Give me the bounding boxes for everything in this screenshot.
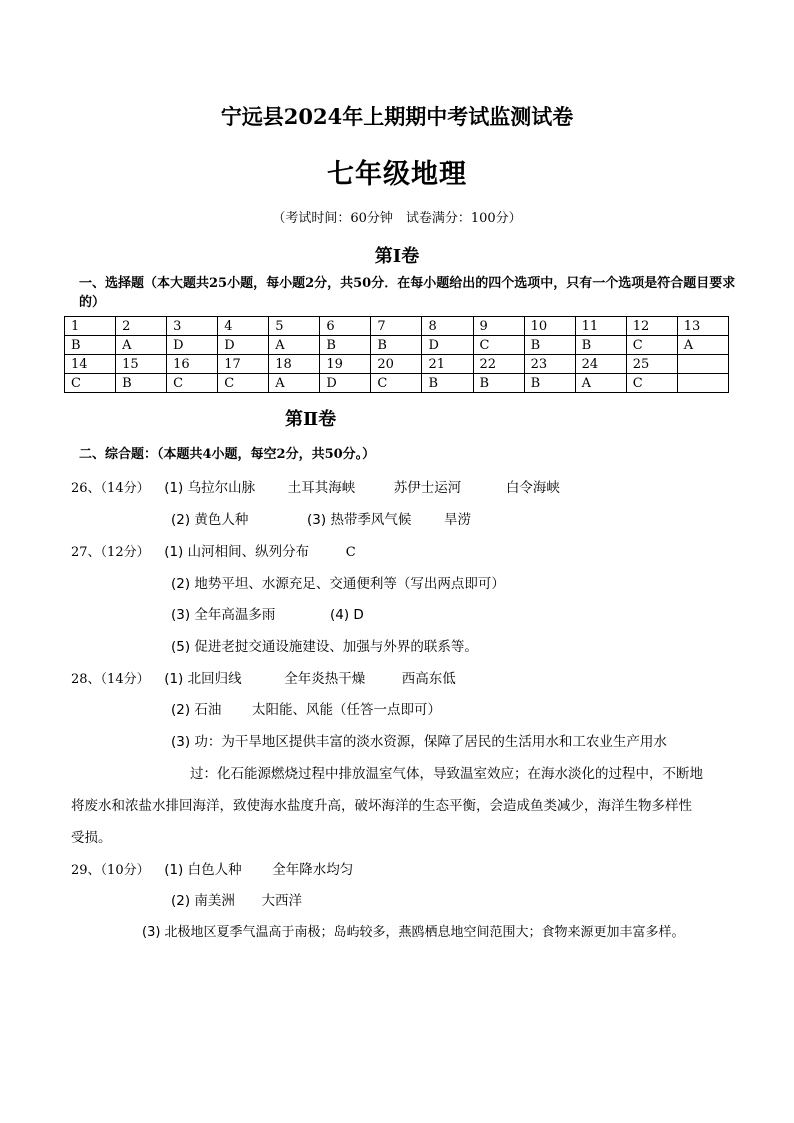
q27-part3-label: (3) xyxy=(171,607,191,623)
answer-cell: A xyxy=(677,336,728,355)
answer-cell: B xyxy=(320,336,371,355)
answer-cell: A xyxy=(269,374,320,393)
exam-title: 宁远县2024年上期期中考试监测试卷 xyxy=(220,104,574,129)
answer-cell: D xyxy=(320,374,371,393)
answer-cell: C xyxy=(167,374,218,393)
question-number-cell: 10 xyxy=(524,317,575,336)
q28-answer: 太阳能、风能（任答一点即可） xyxy=(252,702,442,718)
question-number-cell: 16 xyxy=(167,355,218,374)
question-number-cell: 11 xyxy=(575,317,626,336)
q29-answer: 大西洋 xyxy=(261,893,303,909)
question-number-cell: 24 xyxy=(575,355,626,374)
question-number-cell: 18 xyxy=(269,355,320,374)
q28-line6: 受损。 xyxy=(71,830,112,846)
q26-answer: 黄色人种 xyxy=(194,512,249,528)
q27-number: 27、（12分） xyxy=(71,545,150,560)
answer-row xyxy=(65,374,729,393)
question-number-cell: 7 xyxy=(371,317,422,336)
q28-line3 xyxy=(171,730,667,750)
answer-cell: B xyxy=(575,336,626,355)
question-number-cell: 22 xyxy=(473,355,524,374)
answer-cell: A xyxy=(575,374,626,393)
q27-part4-answer: (4) D xyxy=(330,607,364,623)
q29-line1 xyxy=(71,858,353,878)
answer-cell: C xyxy=(626,336,677,355)
q26-line2 xyxy=(171,508,471,528)
q29-answer: 白色人种 xyxy=(187,862,242,878)
q26-part1-label: (1) xyxy=(164,480,184,496)
q27-answer: C xyxy=(345,545,356,560)
answer-cell: B xyxy=(371,336,422,355)
q28-number: 28、（14分） xyxy=(71,672,150,687)
q28-line5: 将废水和浓盐水排回海洋，致使海水盐度升高，破坏海洋的生态平衡，会造成鱼类减少，海洋生物多样性 xyxy=(71,798,692,814)
q27-line3 xyxy=(171,603,364,623)
question-number-cell xyxy=(677,355,728,374)
answer-cell: B xyxy=(422,374,473,393)
answer-cell: D xyxy=(167,336,218,355)
q27-answer: 促进老挝交通设施建设、加强与外界的联系等。 xyxy=(194,639,478,655)
question-number-cell: 2 xyxy=(116,317,167,336)
q28-answer: 北回归线 xyxy=(187,671,242,687)
question-number-cell: 21 xyxy=(422,355,473,374)
answer-cell: C xyxy=(473,336,524,355)
question-number-cell: 3 xyxy=(167,317,218,336)
subject-title: 七年级地理 xyxy=(327,159,467,190)
question-number-row xyxy=(65,317,729,336)
answer-cell: B xyxy=(524,336,575,355)
question-number-cell: 14 xyxy=(65,355,116,374)
question-number-cell: 20 xyxy=(371,355,422,374)
q28-part1-label: (1) xyxy=(164,671,184,687)
q28-answer: 功：为干旱地区提供丰富的淡水资源，保障了居民的生活用水和工农业生产用水 xyxy=(194,734,667,750)
answer-row xyxy=(65,336,729,355)
q28-line4: 过：化石能源燃烧过程中排放温室气体，导致温室效应；在海水淡化的过程中，不断地 xyxy=(190,766,703,782)
question-number-cell: 15 xyxy=(116,355,167,374)
q27-line2 xyxy=(171,572,505,592)
question-number-cell: 13 xyxy=(677,317,728,336)
q27-answer: 山河相间、纵列分布 xyxy=(187,544,310,560)
answer-table xyxy=(64,316,729,393)
q27-part2-label: (2) xyxy=(171,576,191,592)
section2-title: 二、综合题：（本题共4小题，每空2分，共50分。） xyxy=(79,447,376,462)
answer-cell: D xyxy=(218,336,269,355)
part1-instructions: 一、选择题（本大题共25小题，每小题2分，共50分．在每小题给出的四个选项中，只有一个选项是符合题目要求的） xyxy=(79,276,736,310)
q26-number: 26、（14分） xyxy=(71,481,150,496)
q26-answer: 苏伊士运河 xyxy=(393,480,462,496)
q28-answer: 全年炎热干燥 xyxy=(284,671,366,687)
question-number-row xyxy=(65,355,729,374)
q29-number: 29、（10分） xyxy=(71,863,150,878)
q26-answer: 白令海峡 xyxy=(505,480,560,496)
q27-line4 xyxy=(171,635,478,655)
exam-info: （考试时间：60分钟 试卷满分：100分） xyxy=(272,211,522,226)
answer-cell xyxy=(677,374,728,393)
q29-answer: 南美洲 xyxy=(194,893,235,909)
q27-answer: 全年高温多雨 xyxy=(194,607,276,623)
question-number-cell: 12 xyxy=(626,317,677,336)
q28-answer: 西高东低 xyxy=(401,671,456,687)
question-number-cell: 6 xyxy=(320,317,371,336)
q26-answer: 土耳其海峡 xyxy=(287,480,356,496)
q28-answer: 石油 xyxy=(194,702,222,718)
q26-part2-label: (2) xyxy=(171,512,191,528)
q27-part5-label: (5) xyxy=(171,639,191,655)
question-number-cell: 17 xyxy=(218,355,269,374)
answer-cell: A xyxy=(116,336,167,355)
part2-heading: 第Ⅱ卷 xyxy=(285,409,337,430)
answer-cell: B xyxy=(65,336,116,355)
q29-part1-label: (1) xyxy=(164,862,184,878)
q27-answer: 地势平坦、水源充足、交通便利等（写出两点即可） xyxy=(194,576,505,592)
question-number-cell: 4 xyxy=(218,317,269,336)
q26-answer: 热带季风气候 xyxy=(330,512,412,528)
answer-cell: C xyxy=(371,374,422,393)
answer-cell: B xyxy=(116,374,167,393)
q27-part1-label: (1) xyxy=(164,544,184,560)
answer-cell: C xyxy=(626,374,677,393)
q27-line1 xyxy=(71,540,356,560)
q29-part2-label: (2) xyxy=(171,893,191,909)
question-number-cell: 23 xyxy=(524,355,575,374)
q28-line2 xyxy=(171,698,441,718)
question-number-cell: 1 xyxy=(65,317,116,336)
q26-answer: 旱涝 xyxy=(444,512,472,528)
answer-cell: B xyxy=(524,374,575,393)
q28-part2-label: (2) xyxy=(171,702,191,718)
answer-cell: B xyxy=(473,374,524,393)
q26-line1 xyxy=(71,476,560,496)
answer-cell: A xyxy=(269,336,320,355)
q29-answer: 全年降水均匀 xyxy=(272,862,354,878)
part1-heading: 第Ⅰ卷 xyxy=(374,246,420,267)
answer-cell: C xyxy=(65,374,116,393)
q29-line3: (3) 北极地区夏季气温高于南极；岛屿较多，燕鸥栖息地空间范围大；食物来源更加丰富多样。 xyxy=(142,925,685,940)
question-number-cell: 25 xyxy=(626,355,677,374)
q28-part3-label: (3) xyxy=(171,734,191,750)
q26-answer: 乌拉尔山脉 xyxy=(187,480,256,496)
answer-cell: D xyxy=(422,336,473,355)
q29-line2 xyxy=(171,889,302,909)
q26-part3-label: (3) xyxy=(307,512,327,528)
answer-cell: C xyxy=(218,374,269,393)
question-number-cell: 8 xyxy=(422,317,473,336)
question-number-cell: 19 xyxy=(320,355,371,374)
question-number-cell: 5 xyxy=(269,317,320,336)
q28-line1 xyxy=(71,667,456,687)
question-number-cell: 9 xyxy=(473,317,524,336)
